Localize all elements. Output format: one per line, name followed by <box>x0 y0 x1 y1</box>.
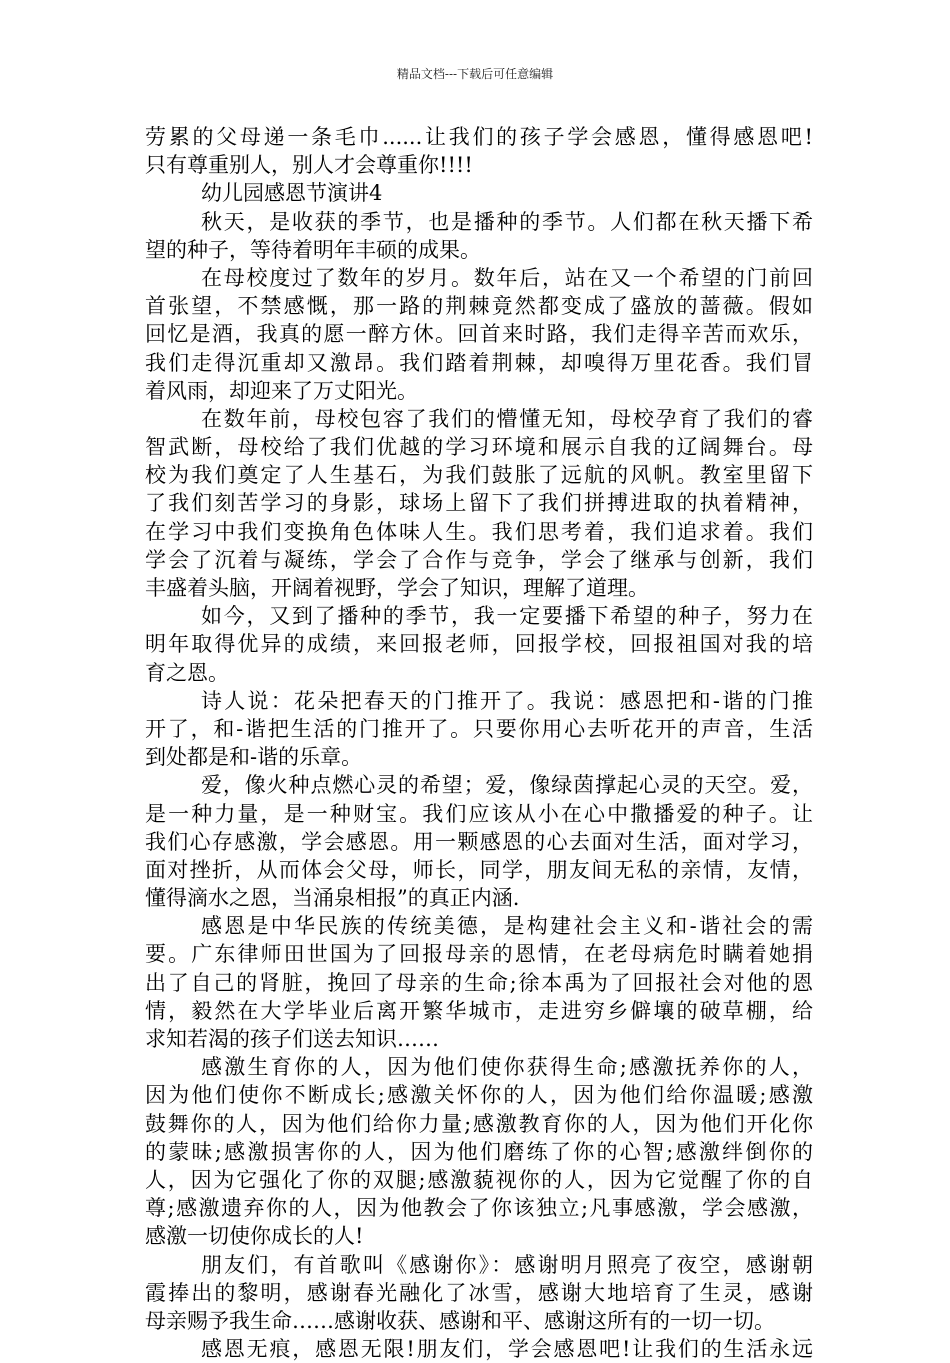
paragraph-line: 回忆是酒，我真的愿一醉方休。回首来时路，我们走得辛苦而欢乐， <box>145 322 813 347</box>
paragraph-line: 是一种力量，是一种财宝。我们应该从小在心中撒播爱的种子。让 <box>145 801 813 826</box>
paragraph-line: 只有尊重别人，别人才会尊重你!!!! <box>145 153 473 178</box>
paragraph-line: 感激一切使你成长的人! <box>145 1224 364 1249</box>
paragraph-line: 情，毅然在大学毕业后离开繁华城市，走进穷乡僻壤的破草棚，给 <box>145 998 813 1023</box>
paragraph-line: 尊;感激遗弃你的人，因为他教会了你该独立;凡事感激，学会感激， <box>145 1196 813 1221</box>
paragraph-line: 的蒙昧;感激损害你的人，因为他们磨练了你的心智;感激绊倒你的 <box>145 1139 813 1164</box>
page-header: 精品文档---下载后可任意编辑 <box>396 67 554 81</box>
document-body <box>145 123 813 1363</box>
paragraph-line: 丰盛着头脑，开阔着视野，学会了知识，理解了道理。 <box>145 576 649 600</box>
paragraph-line: 我们心存感激，学会感恩。用一颗感恩的心去面对生活，面对学习， <box>145 829 813 854</box>
paragraph-line: 感恩是中华民族的传统美德，是构建社会主义和-谐社会的需 <box>201 914 813 939</box>
paragraph-line: 着风雨，却迎来了万丈阳光。 <box>145 378 418 403</box>
paragraph-line: 了我们刻苦学习的身影，球场上留下了我们拼搏进取的执着精神， <box>145 491 813 516</box>
paragraph-line: 出了自己的肾脏，挽回了母亲的生命;徐本禹为了回报社会对他的恩 <box>145 970 813 995</box>
paragraph-line: 明年取得优异的成绩，来回报老师，回报学校，回报祖国对我的培 <box>145 632 813 657</box>
paragraph-line: 在母校度过了数年的岁月。数年后，站在又一个希望的门前回 <box>201 265 813 290</box>
paragraph-line: 诗人说：花朵把春天的门推开了。我说：感恩把和-谐的门推 <box>201 688 813 713</box>
paragraph-line: 鼓舞你的人，因为他们给你力量;感激教育你的人，因为他们开化你 <box>145 1111 813 1136</box>
paragraph-line: 人，因为它强化了你的双腿;感激藐视你的人，因为它觉醒了你的自 <box>145 1167 813 1192</box>
paragraph-line: 感激生育你的人，因为他们使你获得生命;感激抚养你的人， <box>201 1055 813 1080</box>
paragraph-line: 望的种子，等待着明年丰硕的成果。 <box>145 237 481 262</box>
paragraph-line: 智武断，母校给了我们优越的学习环境和展示自我的辽阔舞台。母 <box>145 435 813 460</box>
paragraph-line: 面对挫折，从而体会父母，师长，同学，朋友间无私的亲情，友情， <box>145 857 813 882</box>
paragraph-line: 到处都是和-谐的乐章。 <box>145 745 363 770</box>
paragraph-line: 学会了沉着与凝练，学会了合作与竞争，学会了继承与创新，我们 <box>145 547 813 572</box>
paragraph-line: 母亲赐予我生命……感谢收获、感谢和平、感谢这所有的一切一切。 <box>145 1308 775 1333</box>
section-heading: 幼儿园感恩节演讲4 <box>201 181 383 206</box>
paragraph-line: 首张望，不禁感慨，那一路的荆棘竟然都变成了盛放的蔷薇。假如 <box>145 294 813 319</box>
paragraph-line: 秋天，是收获的季节，也是播种的季节。人们都在秋天播下希 <box>201 209 813 234</box>
paragraph-line: 如今，又到了播种的季节，我一定要播下希望的种子，努力在 <box>201 604 813 629</box>
paragraph-line: 开了，和-谐把生活的门推开了。只要你用心去听花开的声音，生活 <box>145 716 813 741</box>
paragraph-line: 育之恩。 <box>145 660 229 685</box>
paragraph-line: 劳累的父母递一条毛巾......让我们的孩子学会感恩，懂得感恩吧! <box>145 125 813 149</box>
paragraph-line: 要。广东律师田世国为了回报母亲的恩情，在老母病危时瞒着她捐 <box>145 942 813 967</box>
paragraph-line: 因为他们使你不断成长;感激关怀你的人，因为他们给你温暖;感激 <box>145 1083 813 1108</box>
paragraph-line: 感恩无痕，感恩无限!朋友们，学会感恩吧!让我们的生活永远 <box>201 1337 813 1362</box>
paragraph-line: 在学习中我们变换角色体味人生。我们思考着，我们追求着。我们 <box>145 519 813 544</box>
paragraph-line: 朋友们，有首歌叫《感谢你》：感谢明月照亮了夜空，感谢朝 <box>201 1252 813 1277</box>
paragraph-line: 懂得滴水之恩，当涌泉相报”的真正内涵. <box>145 886 520 911</box>
paragraph-line: 求知若渴的孩子们送去知识…… <box>145 1027 439 1051</box>
paragraph-line: 爱，像火种点燃心灵的希望；爱，像绿茵撑起心灵的天空。爱， <box>201 773 813 798</box>
paragraph-line: 在数年前，母校包容了我们的懵懂无知，母校孕育了我们的睿 <box>201 406 813 431</box>
paragraph-line: 霞捧出的黎明，感谢春光融化了冰雪，感谢大地培育了生灵，感谢 <box>145 1280 813 1305</box>
paragraph-line: 校为我们奠定了人生基石，为我们鼓胀了远航的风帆。教室里留下 <box>145 463 813 488</box>
paragraph-line: 我们走得沉重却又激昂。我们踏着荆棘，却嗅得万里花香。我们冒 <box>145 350 813 375</box>
